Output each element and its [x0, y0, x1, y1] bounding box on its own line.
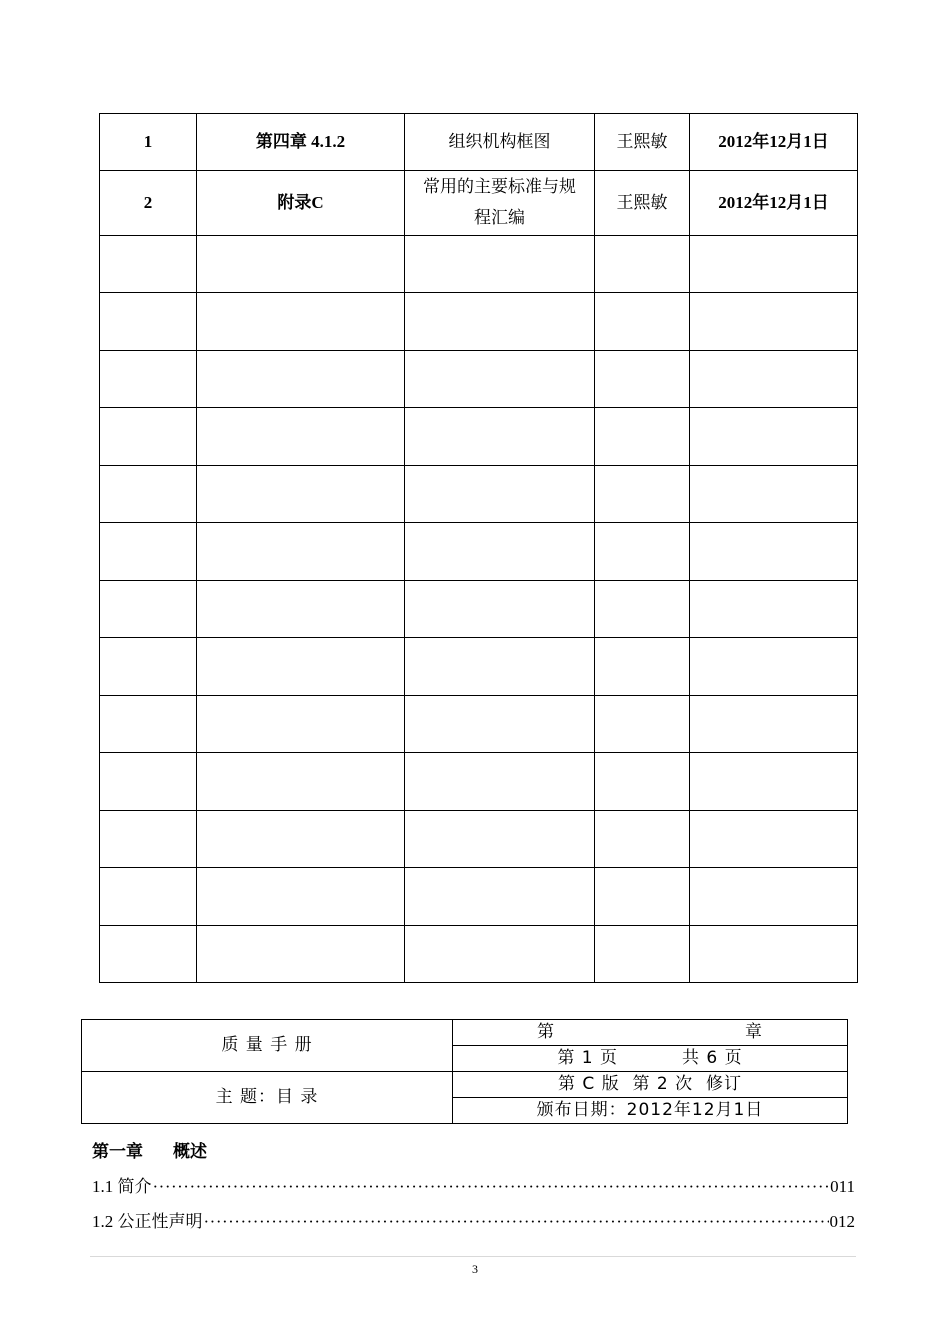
revision-row [100, 114, 858, 171]
revision-person: 王熙敏 [595, 114, 690, 171]
revision-no [100, 581, 197, 638]
document-header-block [81, 1019, 848, 1124]
revision-no [100, 523, 197, 581]
subject-label: 主 题：目 录 [82, 1072, 453, 1124]
revision-date [690, 811, 858, 868]
revision-row [100, 753, 858, 811]
chapter-number: 第一章 [92, 1142, 143, 1162]
toc-entry-page: 011 [830, 1177, 855, 1196]
revision-person [595, 638, 690, 696]
revision-section [197, 581, 405, 638]
revision-row [100, 351, 858, 408]
revision-section [197, 351, 405, 408]
revision-content [405, 408, 595, 466]
revision-section [197, 868, 405, 926]
revision-person [595, 753, 690, 811]
revision-date [690, 408, 858, 466]
revision-date [690, 523, 858, 581]
revision-no [100, 811, 197, 868]
revision-content [405, 466, 595, 523]
revision-person [595, 466, 690, 523]
toc-entry-title: 1.1 简介 [92, 1177, 152, 1196]
revision-content: 组织机构框图 [405, 114, 595, 171]
revision-section [197, 408, 405, 466]
revision-person: 王熙敏 [595, 171, 690, 236]
revision-person [595, 581, 690, 638]
revision-row [100, 171, 858, 236]
revision-no: 2 [100, 171, 197, 236]
revision-no [100, 868, 197, 926]
revision-date [690, 696, 858, 753]
revision-date [690, 351, 858, 408]
toc-entry-page: 012 [829, 1212, 855, 1231]
revision-date [690, 868, 858, 926]
revision-row [100, 408, 858, 466]
revision-person [595, 926, 690, 983]
revision-content [405, 868, 595, 926]
revision-date: 2012年12月1日 [690, 114, 858, 171]
manual-title: 质 量 手 册 [82, 1020, 453, 1072]
revision-content [405, 638, 595, 696]
revision-no: 1 [100, 114, 197, 171]
chapter-right-label: 章 [745, 1022, 763, 1042]
revision-content [405, 696, 595, 753]
revision-row [100, 466, 858, 523]
revision-row [100, 868, 858, 926]
revision-row [100, 811, 858, 868]
revision-no [100, 926, 197, 983]
revision-person [595, 408, 690, 466]
toc-entry-title: 1.2 公正性声明 [92, 1212, 203, 1231]
revision-row [100, 293, 858, 351]
revision-section [197, 811, 405, 868]
toc-entry[interactable] [92, 1207, 855, 1232]
revision-row [100, 523, 858, 581]
revision-section [197, 236, 405, 293]
revision-no [100, 236, 197, 293]
revision-content [405, 236, 595, 293]
revision-content: 常用的主要标准与规程汇编 [405, 171, 595, 236]
revision-section [197, 293, 405, 351]
revision-row [100, 926, 858, 983]
revision-person [595, 523, 690, 581]
toc-leader-dots [153, 1177, 830, 1197]
revision-content [405, 293, 595, 351]
toc-leader-dots [204, 1212, 829, 1232]
revision-content [405, 811, 595, 868]
revision-content [405, 351, 595, 408]
revision-date [690, 638, 858, 696]
revision-no [100, 408, 197, 466]
revision-person [595, 696, 690, 753]
chapter-title: 概述 [173, 1142, 207, 1162]
revision-no [100, 293, 197, 351]
revision-section: 第四章 4.1.2 [197, 114, 405, 171]
revision-row [100, 581, 858, 638]
revision-section: 附录C [197, 171, 405, 236]
revision-section [197, 523, 405, 581]
revision-no [100, 638, 197, 696]
revision-date [690, 926, 858, 983]
revision-date [690, 753, 858, 811]
edition-info: 第 C 版 第 2 次 修订 [453, 1072, 848, 1098]
revision-table [99, 113, 858, 983]
chapter-cell [453, 1020, 848, 1046]
page-info: 第 1 页 共 6 页 [453, 1046, 848, 1072]
revision-no [100, 351, 197, 408]
revision-content [405, 926, 595, 983]
revision-content [405, 581, 595, 638]
revision-content [405, 753, 595, 811]
revision-date [690, 581, 858, 638]
revision-person [595, 293, 690, 351]
revision-row [100, 638, 858, 696]
footer-divider [90, 1256, 856, 1257]
revision-section [197, 926, 405, 983]
revision-person [595, 868, 690, 926]
revision-date: 2012年12月1日 [690, 171, 858, 236]
revision-date [690, 236, 858, 293]
revision-section [197, 696, 405, 753]
revision-section [197, 753, 405, 811]
revision-date [690, 466, 858, 523]
toc-chapter-heading [92, 1137, 207, 1162]
page-number: 3 [472, 1262, 478, 1276]
chapter-left-label: 第 [537, 1022, 555, 1042]
toc-entry[interactable] [92, 1172, 855, 1197]
issue-date: 颁布日期：2012年12月1日 [453, 1098, 848, 1124]
revision-no [100, 696, 197, 753]
revision-row [100, 236, 858, 293]
revision-content [405, 523, 595, 581]
revision-date [690, 293, 858, 351]
revision-person [595, 811, 690, 868]
revision-row [100, 696, 858, 753]
revision-person [595, 236, 690, 293]
revision-no [100, 753, 197, 811]
revision-person [595, 351, 690, 408]
revision-no [100, 466, 197, 523]
revision-section [197, 638, 405, 696]
revision-section [197, 466, 405, 523]
